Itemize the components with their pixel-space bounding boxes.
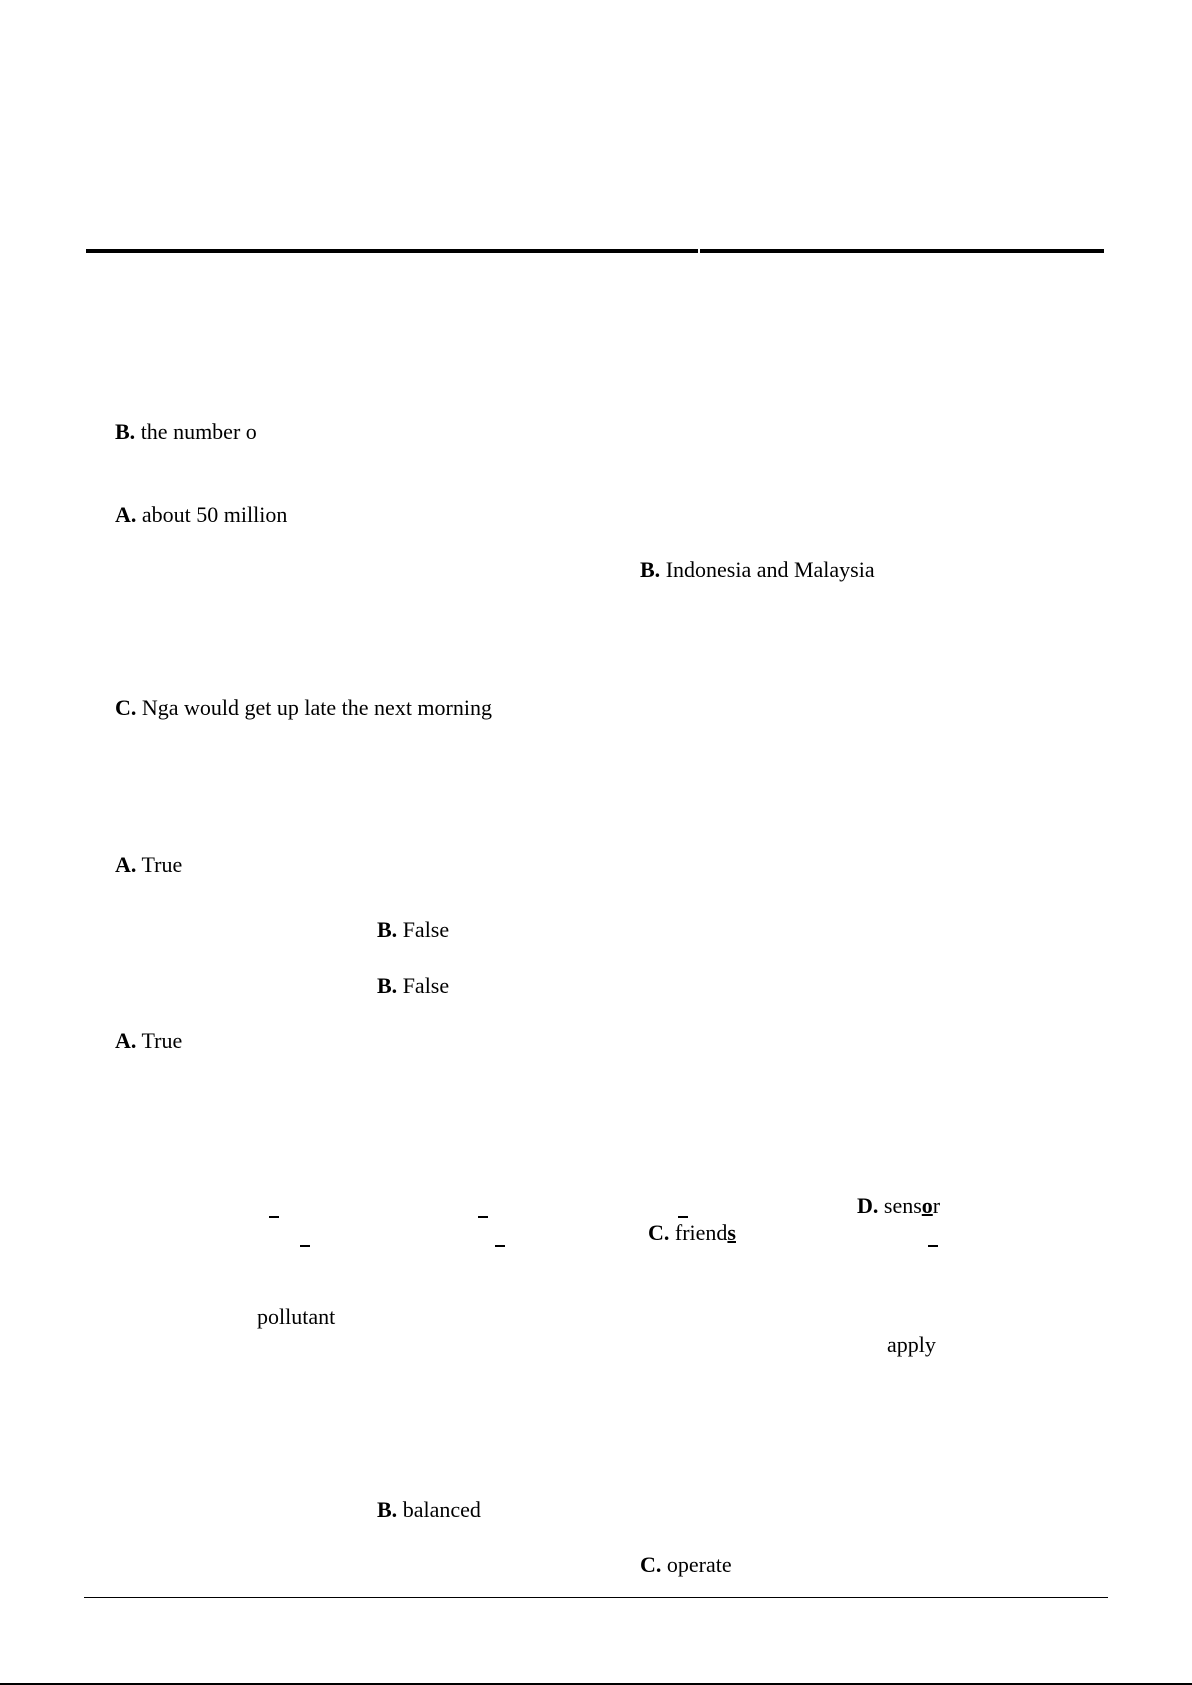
header-rule-right — [700, 249, 1104, 253]
option-text: r — [932, 1193, 941, 1218]
option-b-indonesia[interactable] — [640, 558, 875, 582]
option-letter: B. — [640, 557, 661, 582]
option-b-false[interactable] — [377, 974, 449, 998]
option-letter: D. — [857, 1193, 879, 1218]
option-letter: B. — [377, 1497, 398, 1522]
underline-mark — [478, 1216, 488, 1218]
option-text: friend — [674, 1220, 728, 1245]
underline-mark — [678, 1216, 688, 1218]
underline-mark — [928, 1245, 938, 1247]
option-letter: C. — [115, 695, 137, 720]
option-text: Indonesia and Malaysia — [665, 557, 875, 582]
option-text: False — [402, 917, 450, 942]
option-a-true[interactable] — [115, 1029, 182, 1053]
option-a-true[interactable] — [115, 853, 182, 877]
option-text: True — [141, 1028, 183, 1053]
option-b-balanced[interactable] — [377, 1498, 481, 1522]
footer-rule — [84, 1597, 1108, 1598]
option-text: balanced — [402, 1497, 481, 1522]
underlined-letter: s — [727, 1220, 736, 1245]
option-c-friends[interactable] — [648, 1221, 736, 1245]
option-letter: A. — [115, 502, 137, 527]
option-b-false[interactable] — [377, 918, 449, 942]
option-letter: B. — [377, 917, 398, 942]
underline-mark — [495, 1245, 505, 1247]
option-text: False — [402, 973, 450, 998]
underlined-letter: o — [921, 1193, 933, 1218]
option-b-number[interactable] — [115, 420, 257, 444]
option-c-operate[interactable] — [640, 1553, 732, 1577]
underline-mark — [269, 1216, 279, 1218]
header-rule-left — [86, 249, 698, 253]
option-letter: C. — [640, 1552, 662, 1577]
word-pollutant: pollutant — [257, 1304, 336, 1329]
option-letter: A. — [115, 1028, 137, 1053]
option-text: about 50 million — [141, 502, 288, 527]
word-apply: apply — [887, 1332, 936, 1357]
option-a-50-million[interactable] — [115, 503, 287, 527]
option-letter: A. — [115, 852, 137, 877]
option-text: True — [141, 852, 183, 877]
option-letter: C. — [648, 1220, 670, 1245]
option-letter: B. — [115, 419, 136, 444]
option-c-nga[interactable] — [115, 696, 492, 720]
option-text: sens — [883, 1193, 922, 1218]
option-text: Nga would get up late the next morning — [141, 695, 492, 720]
option-text: operate — [666, 1552, 732, 1577]
option-text: the number o — [140, 419, 257, 444]
underline-mark — [300, 1245, 310, 1247]
option-d-sensor[interactable] — [857, 1194, 940, 1218]
option-letter: B. — [377, 973, 398, 998]
